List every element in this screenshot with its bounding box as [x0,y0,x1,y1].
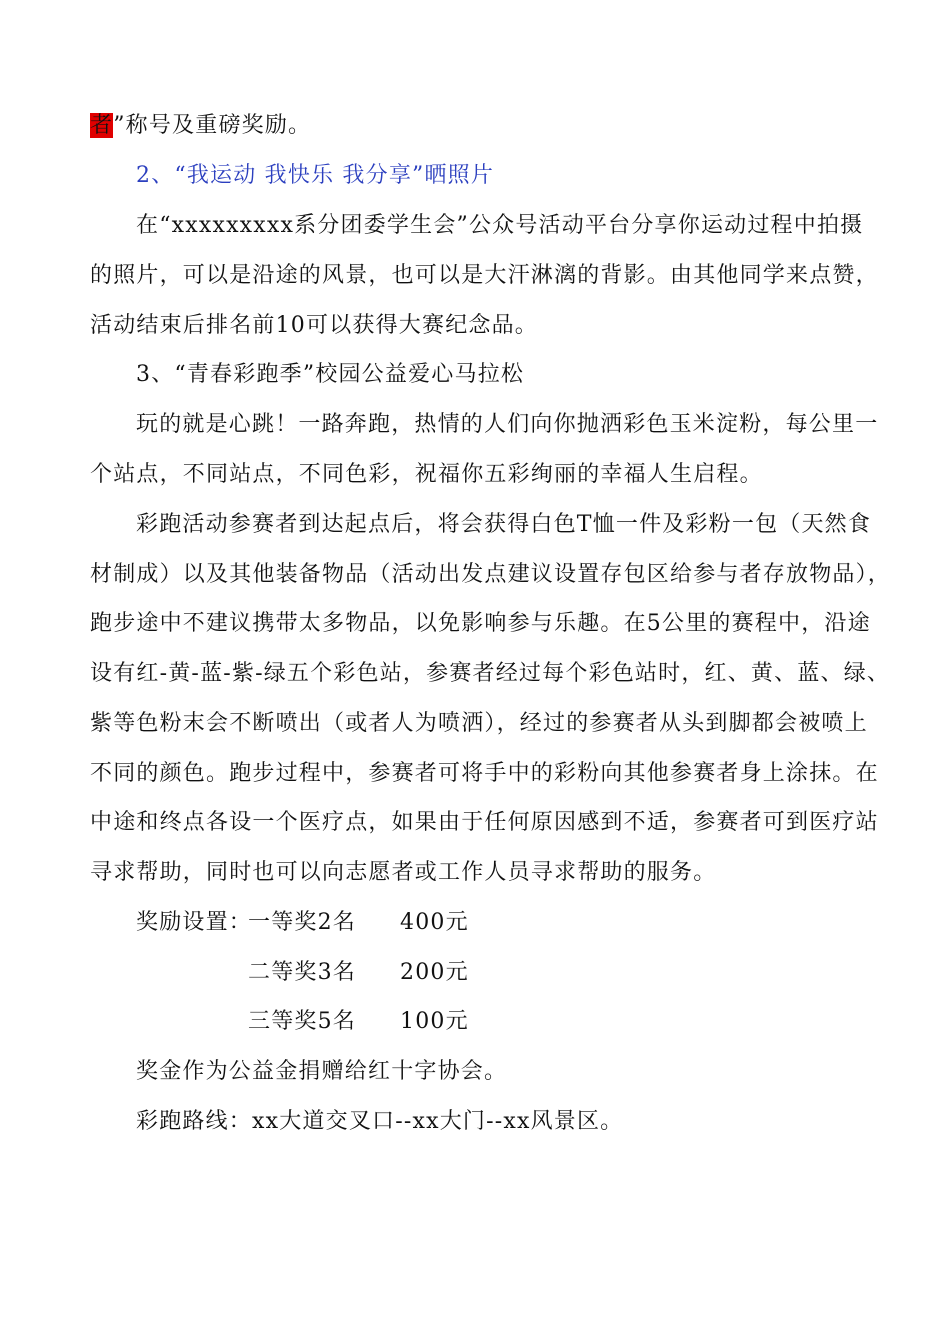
paragraph-line: 活动结束后排名前10可以获得大赛纪念品。 [90,313,538,338]
paragraph-line: 中途和终点各设一个医疗点，如果由于任何原因感到不适，参赛者可到医疗站 [90,810,879,835]
prize-row [136,1006,916,1038]
paragraph-line [90,110,870,142]
paragraph-line: 的照片，可以是沿途的风景，也可以是大汗淋漓的背影。由其他同学来点赞， [90,263,879,288]
donation-note: 奖金作为公益金捐赠给红十字协会。 [136,1059,508,1084]
paragraph-line: 紫等色粉末会不断喷出（或者人为喷洒），经过的参赛者从头到脚都会被喷上 [90,711,868,736]
paragraph-line: 寻求帮助，同时也可以向志愿者或工作人员寻求帮助的服务。 [90,860,717,885]
paragraph-line: 设有红-黄-蓝-紫-绿五个彩色站，参赛者经过每个彩色站时，红、黄、蓝、绿、 [90,661,891,686]
paragraph-line: 在“xxxxxxxxx系分团委学生会”公众号活动平台分享你运动过程中拍摄 [136,213,864,238]
prize-label: 奖励设置： [136,910,253,935]
section-heading-3: 3、“青春彩跑季”校园公益爱心马拉松 [136,362,525,387]
text-run: ”称号及重磅奖励。 [113,113,312,138]
prize-row [136,957,916,989]
prize-level: 二等奖3名 [248,960,356,985]
prize-level: 一等奖2名 [248,910,356,935]
paragraph-line: 材制成）以及其他装备物品（活动出发点建议设置存包区给参与者存放物品）， [90,562,892,587]
prize-amount: 400元 [400,910,469,935]
paragraph-line: 跑步途中不建议携带太多物品，以免影响参与乐趣。在5公里的赛程中，沿途 [90,611,871,636]
prize-amount: 100元 [400,1009,469,1034]
route-note: 彩跑路线：xx大道交叉口--xx大门--xx风景区。 [136,1109,624,1134]
paragraph-line: 不同的颜色。跑步过程中，参赛者可将手中的彩粉向其他参赛者身上涂抹。在 [90,761,879,786]
prize-amount: 200元 [400,960,469,985]
prize-level: 三等奖5名 [248,1009,356,1034]
highlighted-text: 者 [90,113,114,138]
paragraph-line: 个站点，不同站点，不同色彩，祝福你五彩绚丽的幸福人生启程。 [90,462,763,487]
paragraph-line: 玩的就是心跳！一路奔跑，热情的人们向你抛洒彩色玉米淀粉，每公里一 [136,412,879,437]
prize-row [136,907,916,939]
section-heading-2: 2、“我运动 我快乐 我分享”晒照片 [136,163,495,188]
paragraph-line: 彩跑活动参赛者到达起点后，将会获得白色T恤一件及彩粉一包（天然食 [136,512,872,537]
